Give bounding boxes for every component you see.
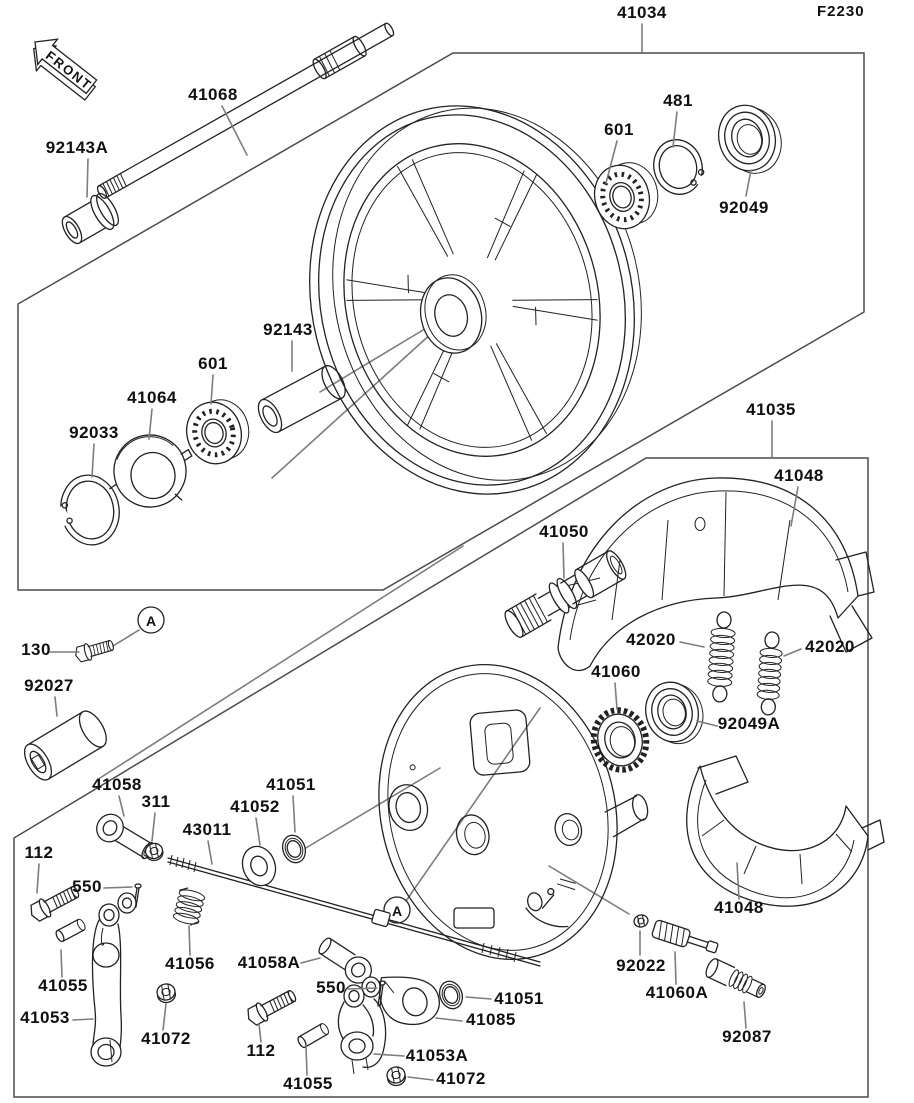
cam-to-nut-line bbox=[549, 866, 629, 914]
bolt-130-drawing bbox=[73, 637, 115, 664]
leader-lines bbox=[37, 24, 801, 1080]
part-label-112-right: 112 bbox=[246, 1041, 276, 1060]
part-label-481: 481 bbox=[663, 91, 693, 110]
part-label-42020-right: 42020 bbox=[805, 637, 855, 656]
ring-41051-bottom-drawing bbox=[436, 978, 466, 1012]
pin-41055-left-drawing bbox=[55, 918, 87, 943]
part-label-43011: 43011 bbox=[182, 820, 232, 839]
part-label-41053a: 41053A bbox=[405, 1046, 469, 1065]
part-label-41051-bottom: 41051 bbox=[494, 989, 544, 1008]
front-arrow-sign bbox=[21, 29, 103, 105]
worm-gear-drawing bbox=[651, 919, 719, 957]
spring-41056-drawing bbox=[172, 886, 206, 926]
part-label-550-right: 550 bbox=[316, 978, 346, 997]
speedo-gear-drawing bbox=[588, 705, 653, 776]
adjust-rod-drawing bbox=[168, 855, 540, 966]
spacer-tube-drawing bbox=[254, 362, 350, 436]
part-label-92143: 92143 bbox=[263, 320, 313, 339]
seal-mid-drawing bbox=[639, 675, 709, 750]
nut-92022-drawing bbox=[633, 914, 649, 929]
nut-41072-left-drawing bbox=[156, 983, 177, 1004]
part-label-41060a: 41060A bbox=[645, 983, 709, 1002]
part-label-41072-bottom: 41072 bbox=[436, 1069, 486, 1088]
part-label-311: 311 bbox=[141, 792, 171, 811]
pin-41055-bottom-drawing bbox=[296, 1022, 330, 1048]
part-label-41064: 41064 bbox=[127, 388, 177, 407]
front-label: FRONT bbox=[42, 47, 96, 94]
spring-right-drawing bbox=[756, 631, 784, 715]
part-label-601-mid: 601 bbox=[198, 354, 228, 373]
part-label-41035: 41035 bbox=[746, 400, 796, 419]
adjuster-92087-drawing bbox=[704, 957, 769, 1001]
part-label-130: 130 bbox=[21, 640, 51, 659]
part-label-41050: 41050 bbox=[539, 522, 589, 541]
part-label-41055-bottom: 41055 bbox=[283, 1074, 333, 1093]
part-label-41051-top: 41051 bbox=[266, 775, 316, 794]
plate-41085-drawing bbox=[375, 965, 444, 1032]
a-marker-1-letter: A bbox=[145, 613, 157, 629]
spacer-92027-drawing bbox=[19, 707, 112, 785]
part-label-112-left: 112 bbox=[24, 843, 54, 862]
part-label-92143a: 92143A bbox=[45, 138, 109, 157]
a-marker-2-letter: A bbox=[391, 903, 403, 919]
a-marker-1 bbox=[138, 607, 164, 633]
circlip-mid-drawing bbox=[54, 470, 124, 549]
ring-41051-top-drawing bbox=[279, 832, 309, 866]
seal-top-drawing bbox=[711, 98, 788, 181]
a2-reference-line bbox=[406, 708, 540, 901]
part-label-92087: 92087 bbox=[722, 1027, 772, 1046]
spacer-axis-line bbox=[100, 546, 463, 778]
bearing-mid-drawing bbox=[180, 394, 257, 471]
part-label-41052: 41052 bbox=[230, 797, 280, 816]
lever-41053-drawing bbox=[91, 893, 136, 1066]
part-label-550-left: 550 bbox=[72, 877, 102, 896]
part-label-41056: 41056 bbox=[165, 954, 215, 973]
part-label-41068: 41068 bbox=[188, 85, 238, 104]
part-label-92049a: 92049A bbox=[717, 714, 781, 733]
part-label-92033: 92033 bbox=[69, 423, 119, 442]
brake-shoe-bottom-drawing bbox=[687, 756, 884, 906]
part-label-41048-bottom: 41048 bbox=[714, 898, 764, 917]
part-label-42020-left: 42020 bbox=[626, 630, 676, 649]
collar-drawing bbox=[56, 190, 123, 250]
part-label-41055-left: 41055 bbox=[38, 976, 88, 995]
part-label-92027: 92027 bbox=[24, 676, 74, 695]
part-label-41058: 41058 bbox=[92, 775, 142, 794]
bolt-112-right-drawing bbox=[244, 986, 299, 1028]
part-label-41060: 41060 bbox=[591, 662, 641, 681]
part-label-92049: 92049 bbox=[719, 198, 769, 217]
part-label-41034: 41034 bbox=[617, 3, 667, 22]
bolt-to-a1-line bbox=[113, 630, 139, 646]
part-label-41053: 41053 bbox=[20, 1008, 70, 1027]
part-label-601-top: 601 bbox=[604, 120, 634, 139]
washer-reference-line bbox=[299, 768, 440, 852]
brake-panel-drawing bbox=[348, 632, 675, 985]
figure-code: F2230 bbox=[817, 3, 865, 20]
part-label-41048-top: 41048 bbox=[774, 466, 824, 485]
part-label-41072-left: 41072 bbox=[141, 1029, 191, 1048]
nut-41072-bottom-drawing bbox=[386, 1066, 407, 1087]
part-label-92022: 92022 bbox=[616, 956, 666, 975]
spring-left-drawing bbox=[706, 611, 736, 702]
part-label-41058a: 41058A bbox=[237, 953, 301, 972]
part-label-41085: 41085 bbox=[466, 1010, 516, 1029]
brake-camshaft-drawing bbox=[501, 547, 630, 641]
